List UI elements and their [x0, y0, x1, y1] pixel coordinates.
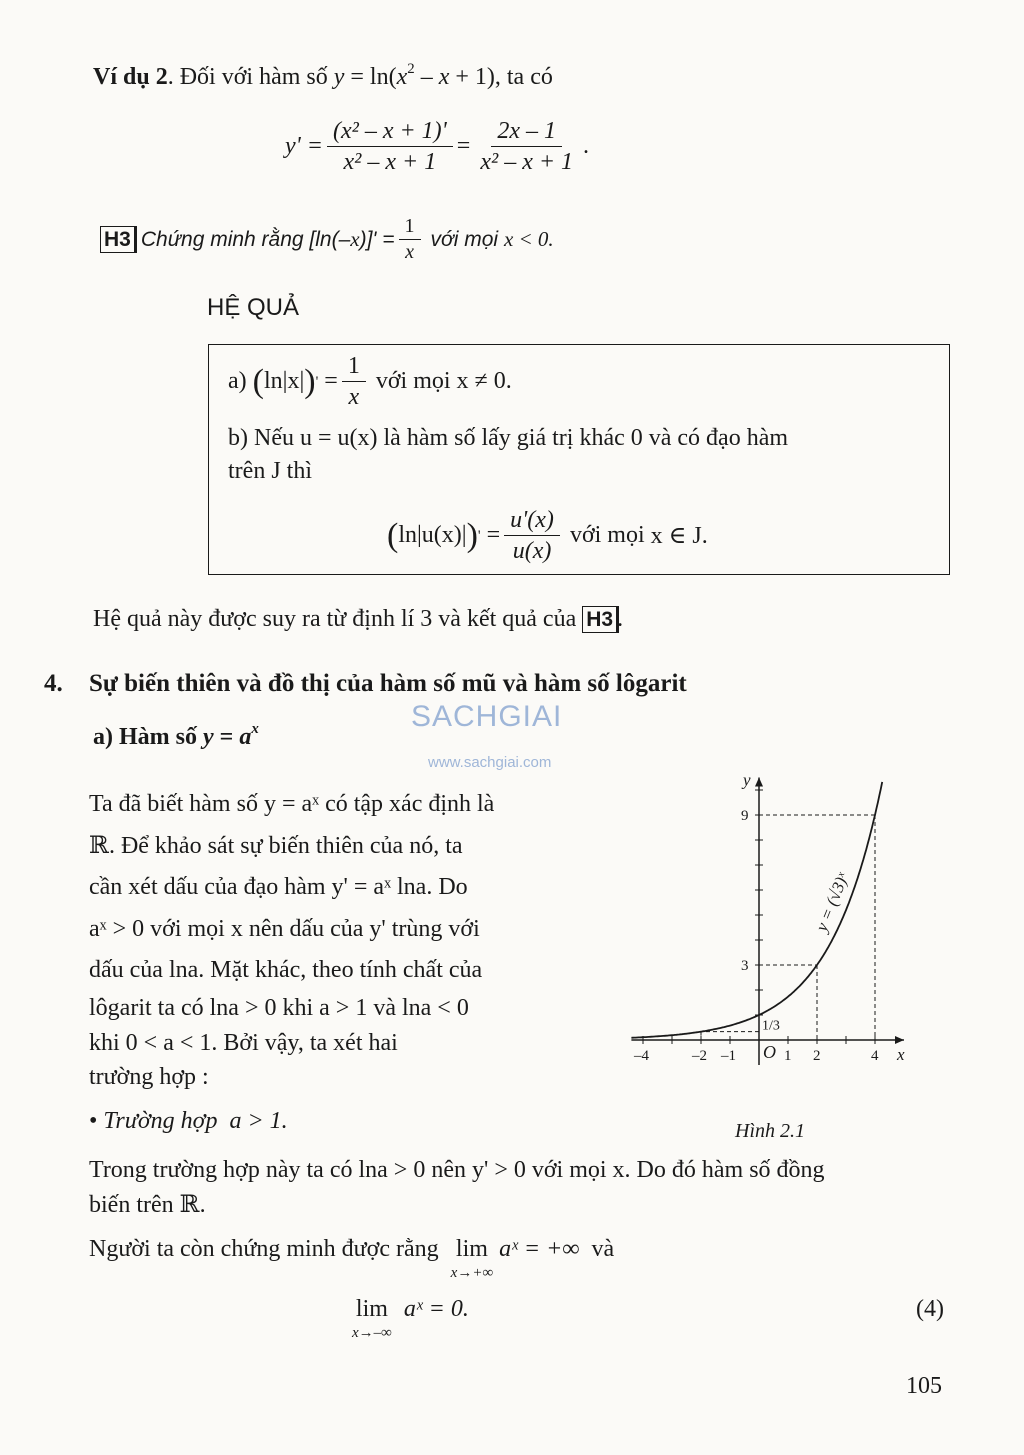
period: . [583, 133, 590, 159]
bullet: • [89, 1108, 98, 1134]
case-text-line2: biến trên ℝ. [89, 1192, 206, 1218]
derivative-fraction-1 [327, 116, 453, 177]
limit-2 [352, 1296, 392, 1342]
corollary-b-line1: b) Nếu u = u(x) là hàm số lấy giá trị khác 0 và có đạo hàm [228, 425, 789, 451]
limit-line [89, 1236, 614, 1282]
func-eq: = ln( [344, 64, 397, 90]
body-line: aˣ > 0 với mọi x nên dấu của y' trùng với [89, 915, 480, 942]
func-rest: – [414, 64, 439, 90]
case-text-line1: Trong trường hợp này ta có lna > 0 nên y' > 0 với mọi x. Do đó hàm số đồng [89, 1157, 825, 1183]
h3-text-mid: )]' = [359, 227, 395, 251]
fraction-2-denominator: x² – x + 1 [480, 149, 574, 175]
equals-sign: = [456, 133, 471, 159]
page-number: 105 [906, 1373, 942, 1399]
limit-1-expr: aˣ = +∞ [499, 1236, 580, 1262]
h3-fraction-num: 1 [399, 214, 421, 240]
corollary-title: HỆ QUẢ [207, 294, 300, 321]
x-tick-label: 4 [871, 1048, 879, 1064]
x-tick-label: –4 [634, 1048, 649, 1064]
section-title: Sự biến thiên và đồ thị của hàm số mũ và hàm số lôgarit [89, 670, 687, 697]
y-axis-label: y [743, 770, 751, 790]
limit-and: và [591, 1236, 615, 1262]
derivative-lhs: y' = [285, 133, 323, 159]
h3-fraction [399, 214, 421, 265]
func-end: + 1), ta có [449, 64, 553, 90]
fraction-1-denominator: x² – x + 1 [343, 149, 437, 175]
x-tick-label: 1 [784, 1048, 792, 1064]
body-paragraph [89, 784, 564, 1098]
limit-1-word: lim [455, 1236, 488, 1262]
figure-caption: Hình 2.1 [735, 1120, 805, 1142]
corollary-b-line2: trên J thì [228, 458, 312, 484]
case-line [89, 1108, 288, 1135]
subsection-eq: = [213, 724, 240, 750]
h3-fraction-den: x [405, 241, 414, 263]
y-tick-label: 1/3 [762, 1018, 780, 1034]
limit-intro: Người ta còn chứng minh được rằng [89, 1236, 439, 1262]
example-intro-text: . Đối với hàm số [167, 64, 334, 90]
example-label: Ví dụ 2 [93, 64, 168, 90]
func-x: x [396, 64, 408, 90]
x-axis-arrow [895, 1036, 904, 1044]
equation-number: (4) [916, 1296, 944, 1322]
curve-label: y = (√3)ˣ [811, 869, 853, 934]
limit-2-word: lim [355, 1296, 388, 1322]
after-corollary-line [93, 606, 623, 633]
corollary-a-lhs: ln|x| [263, 368, 305, 394]
h3-text-before: Chứng minh rằng [ln(– [140, 227, 351, 251]
body-line: trường hợp : [89, 1063, 209, 1090]
fraction-2-numerator: 2x – 1 [491, 116, 562, 147]
corollary-b-eq: = [486, 522, 501, 548]
origin-label: O [763, 1042, 776, 1062]
limit-1 [451, 1236, 493, 1282]
func-y: y [333, 64, 345, 90]
x-tick-label: 2 [813, 1048, 821, 1064]
h3-task [100, 214, 554, 265]
corollary-a-fraction [342, 351, 366, 412]
limit-1-sub: x→+∞ [450, 1265, 494, 1281]
body-line: cần xét dấu của đạo hàm y' = aˣ lna. Do [89, 874, 468, 900]
corollary-a-label: a) [228, 368, 247, 394]
h3-badge: H3 [100, 226, 135, 253]
subsection-y: y [203, 724, 214, 750]
corollary-a: a) ( ln|x| ) ' = $\frac{1}{x}$ với mọi x ≠ 0. [228, 353, 512, 410]
case-condition: a > 1. [229, 1108, 288, 1134]
corollary-box [208, 344, 950, 575]
h3-x: x [350, 227, 360, 251]
after-corollary-end: . [617, 606, 624, 632]
corollary-a-num: 1 [342, 351, 366, 382]
func-exp: 2 [407, 60, 415, 77]
body-line: khi 0 < a < 1. Bởi vậy, ta xét hai [89, 1030, 398, 1056]
h3-badge-ref: H3 [582, 606, 617, 633]
derivative-fraction-2 [474, 116, 579, 177]
x-tick-label: –2 [692, 1048, 707, 1064]
subsection-title [93, 720, 259, 751]
body-line: ℝ. Để khảo sát sự biến thiên của nó, ta [89, 832, 463, 859]
case-label: Trường hợp [103, 1108, 218, 1134]
y-tick-label: 3 [741, 958, 749, 974]
fraction-1-numerator: (x² – x + 1)' [327, 116, 453, 147]
subsection-a: a [239, 724, 252, 750]
exponential-curve [631, 782, 882, 1038]
subsection-x: x [251, 720, 259, 737]
y-tick-label: 9 [741, 808, 749, 824]
corollary-a-cond: x ≠ 0. [456, 368, 512, 394]
corollary-b-fraction [504, 505, 560, 566]
limit-2-expr: aˣ = 0. [403, 1296, 469, 1322]
corollary-a-den: x [348, 384, 360, 410]
corollary-b-text: với mọi [569, 522, 645, 548]
body-line: Ta đã biết hàm số y = aˣ có tập xác định là [89, 791, 495, 817]
subsection-label: a) Hàm số [93, 724, 203, 750]
example-intro-line [93, 60, 553, 91]
watermark-url: www.sachgiai.com [428, 754, 552, 771]
corollary-b-formula: ( ln|u(x)| ) ' = $\frac{u'(x)}{u(x)}$ với mọi x ∈ J. [387, 507, 708, 564]
corollary-b-cond: x ∈ J. [650, 523, 708, 549]
limit-2-line [352, 1296, 469, 1342]
h3-text-after: với mọi [430, 227, 499, 251]
corollary-a-eq: = [324, 368, 338, 394]
x-axis-label: x [897, 1045, 905, 1064]
derivative-formula [285, 116, 589, 177]
corollary-b-den: u(x) [512, 538, 552, 564]
limit-2-sub: x→–∞ [352, 1325, 392, 1341]
corollary-b-lhs: ln|u(x)| [398, 522, 467, 548]
func-x2: x [438, 64, 450, 90]
h3-condition: x < 0. [503, 227, 554, 251]
y-axis-arrow [755, 778, 763, 787]
watermark-brand: SACHGIAI [411, 700, 563, 733]
corollary-b-num: u'(x) [504, 505, 560, 536]
body-line: lôgarit ta có lna > 0 khi a > 1 và lna < 0 [89, 994, 469, 1021]
exponential-graph [620, 770, 950, 1110]
x-tick-label: –1 [721, 1048, 736, 1064]
body-line: dấu của lna. Mặt khác, theo tính chất của [89, 957, 483, 983]
section-number: 4. [44, 670, 63, 697]
after-corollary-text: Hệ quả này được suy ra từ định lí 3 và kết quả của [93, 606, 577, 632]
corollary-a-text: với mọi [375, 368, 451, 394]
